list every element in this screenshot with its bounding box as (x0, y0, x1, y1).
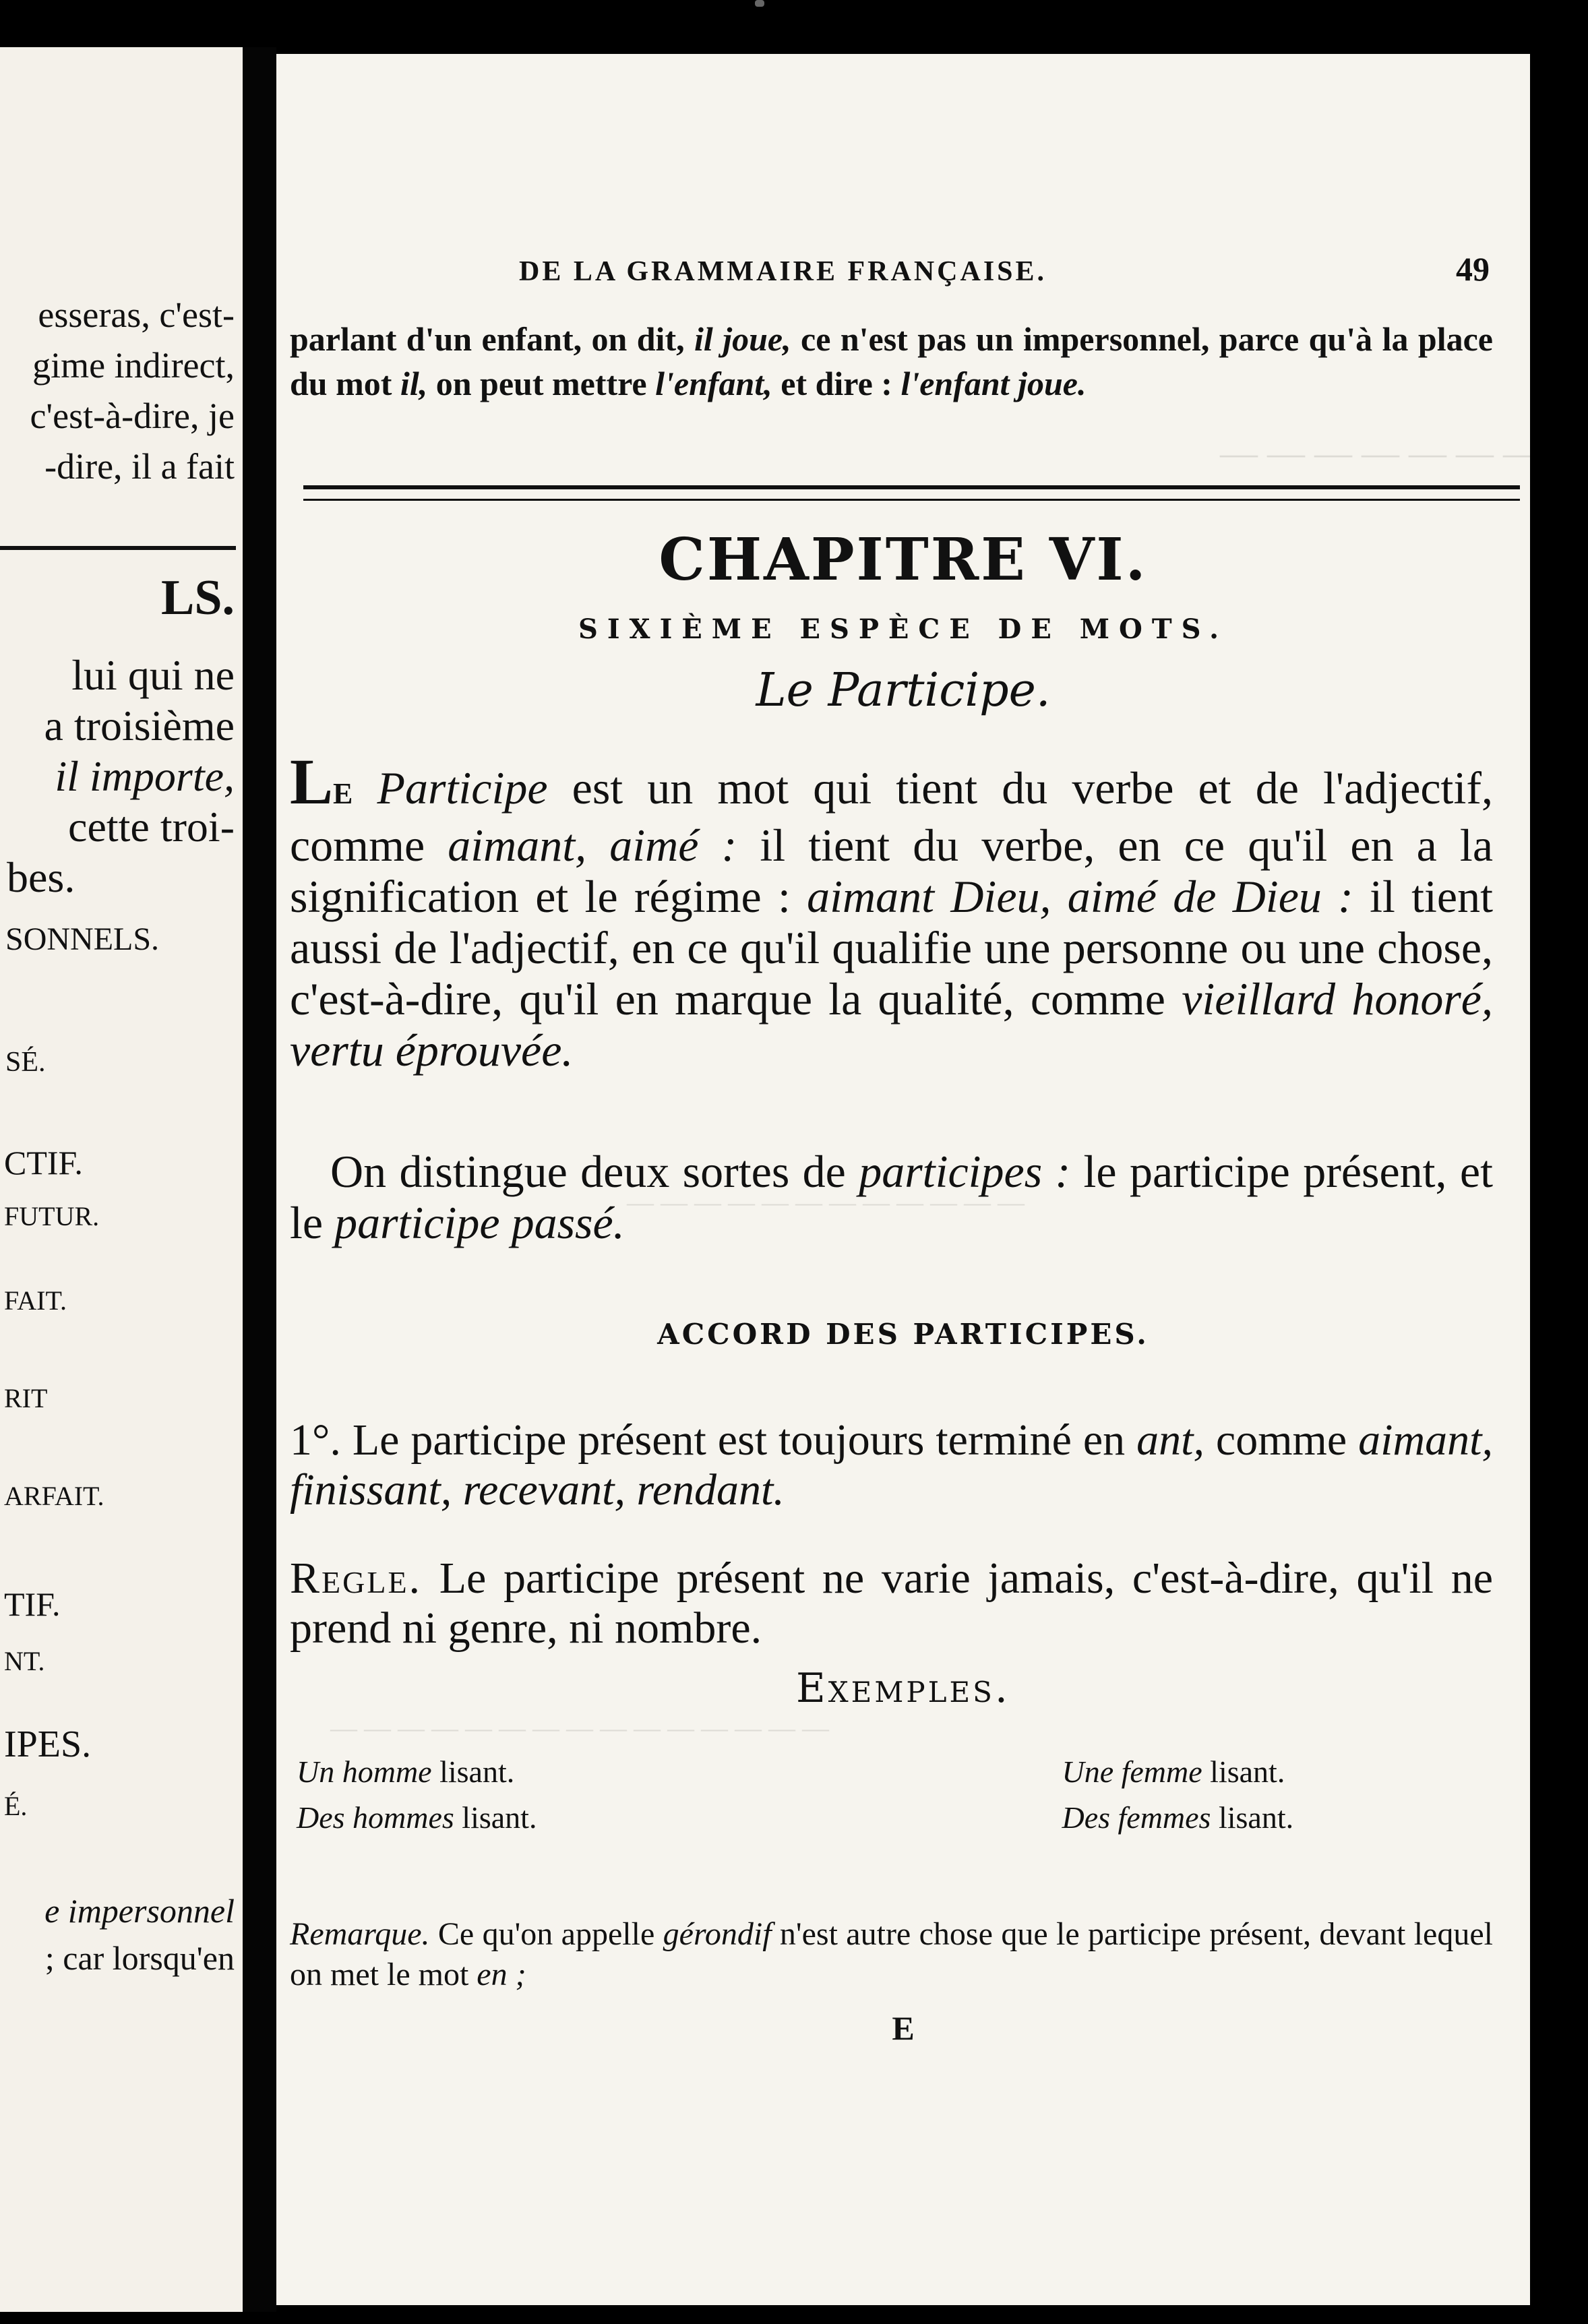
text-run: est un mot qui tient du verbe et de l'adjectif, comme (290, 762, 1493, 871)
left-line: IPES. (4, 1723, 92, 1765)
participe-definition-paragraph (290, 745, 1494, 1076)
left-line: bes. (7, 853, 75, 901)
continuation-paragraph (290, 317, 1493, 406)
left-line: É. (4, 1791, 28, 1821)
text-run: lisant. (431, 1754, 515, 1789)
italic-run: Une femme (1062, 1754, 1202, 1789)
italic-run: l'enfant joue. (900, 365, 1087, 402)
participe-types-paragraph (290, 1146, 1493, 1248)
left-line: ARFAIT. (4, 1481, 104, 1511)
bleed-through: — — — — — — — — — — — — — — — (330, 1713, 829, 1743)
left-line: TIF. (4, 1585, 61, 1623)
text-run: n'est autre chose que le participe présent, devant lequel on met le mot (290, 1916, 1493, 1992)
left-line: LS. (160, 570, 235, 625)
left-line: RIT (4, 1383, 48, 1413)
text-run: le participe présent, et le (290, 1146, 1493, 1248)
text-run: lisant. (1211, 1800, 1294, 1835)
rule-one-paragraph (290, 1415, 1493, 1515)
remarque-paragraph (290, 1914, 1493, 1995)
left-line: e impersonnel (44, 1892, 235, 1930)
left-line: FUTUR. (4, 1201, 100, 1231)
chapter-rule (303, 485, 1520, 501)
left-line: esseras, c'est- (38, 295, 235, 335)
left-line: -dire, il a fait (44, 446, 235, 487)
left-line: lui qui ne (71, 651, 235, 699)
text-run: il tient du verbe, en ce qu'il en a la signification et le régime : (290, 820, 1494, 922)
text-run: lisant. (1202, 1754, 1285, 1789)
text-run: parlant d'un enfant, on dit, (290, 320, 695, 358)
book-gutter (243, 47, 276, 2312)
examples-heading: Exemples. (795, 1665, 1011, 1712)
page-number: 49 (1456, 250, 1490, 288)
italic-run: aimant Dieu, aimé de Dieu : (807, 871, 1353, 922)
italic-run: aimant, aimé : (448, 820, 737, 871)
top-edge-mark (755, 0, 764, 7)
text-run: et dire : (772, 365, 901, 402)
italic-run: vieillard honoré, vertu éprouvée. (290, 973, 1493, 1076)
text-run: Ce qu'on appelle (429, 1916, 663, 1952)
italic-run: gérondif (663, 1916, 772, 1952)
bleed-through: — — — — — — — — (1220, 432, 1588, 474)
italic-run: participe passé. (334, 1197, 625, 1248)
italic-run: Un homme (297, 1754, 432, 1789)
left-line: SONNELS. (5, 921, 160, 957)
right-page (276, 54, 1588, 2305)
left-line: CTIF. (4, 1144, 83, 1182)
left-page-fragment (0, 47, 243, 2312)
left-line: cette troi- (68, 803, 235, 851)
left-line: a troisième (44, 702, 235, 750)
example-item (297, 1798, 1062, 1837)
italic-run: aimant, finissant, recevant, rendant. (290, 1415, 1493, 1515)
text-run: On distingue deux sortes de (330, 1146, 859, 1197)
left-line: NT. (4, 1646, 45, 1676)
text-run: ce n'est pas un impersonnel, parce qu'à la place du mot (290, 320, 1493, 402)
italic-run: Participe (377, 762, 548, 814)
left-rule (0, 546, 236, 550)
running-title: DE LA GRAMMAIRE FRANÇAISE. (519, 256, 1047, 287)
chapter-subtitle: SIXIÈME ESPÈCE DE MOTS. (578, 613, 1229, 645)
signature-mark: E (892, 2009, 915, 2047)
left-line: gime indirect, (32, 345, 235, 386)
example-item (297, 1752, 1062, 1792)
left-line: ; car lorsqu'en (44, 1939, 235, 1977)
text-run: comme (1204, 1415, 1359, 1465)
italic-run: il joue, (694, 320, 791, 358)
italic-run: en ; (477, 1957, 526, 1992)
italic-run: l'enfant, (655, 365, 772, 402)
text-run: lisant. (454, 1800, 537, 1835)
drop-cap: L (290, 745, 334, 818)
examples-grid (297, 1752, 1483, 1837)
example-item (1062, 1752, 1483, 1792)
accord-heading: ACCORD DES PARTICIPES. (657, 1318, 1149, 1351)
page-header (519, 249, 1490, 288)
italic-run: il, (400, 365, 428, 402)
remarque-label: Remarque. (290, 1916, 430, 1952)
text-run: il tient aussi de l'adjectif, en ce qu'il qualifie une personne ou une chose, c'est-à-dire, qu'il en marque la qualité, comme (290, 871, 1493, 1025)
section-title: Le Participe. (756, 664, 1051, 717)
example-item (1062, 1798, 1483, 1837)
regle-label: Regle. (290, 1554, 423, 1603)
chapter-title: CHAPITRE VI. (659, 526, 1148, 594)
italic-run: Des hommes (297, 1800, 454, 1835)
text-run: on peut mettre (427, 365, 656, 402)
text-run: Le participe présent ne varie jamais, c'est-à-dire, qu'il ne prend ni genre, ni nombre. (290, 1554, 1493, 1653)
italic-run: Des femmes (1062, 1800, 1211, 1835)
left-line: il importe, (55, 752, 235, 800)
small-cap-letter: E (333, 777, 353, 810)
italic-run: participes : (859, 1146, 1071, 1197)
italic-run: ant, (1136, 1415, 1204, 1465)
left-line: SÉ. (5, 1047, 46, 1078)
left-line: FAIT. (4, 1285, 67, 1316)
bleed-through: — — — — — — — — — — — — (627, 1187, 1025, 1217)
regle-paragraph (290, 1554, 1493, 1653)
left-line: c'est-à-dire, je (30, 396, 235, 436)
text-run: 1°. Le participe présent est toujours terminé en (290, 1415, 1137, 1465)
